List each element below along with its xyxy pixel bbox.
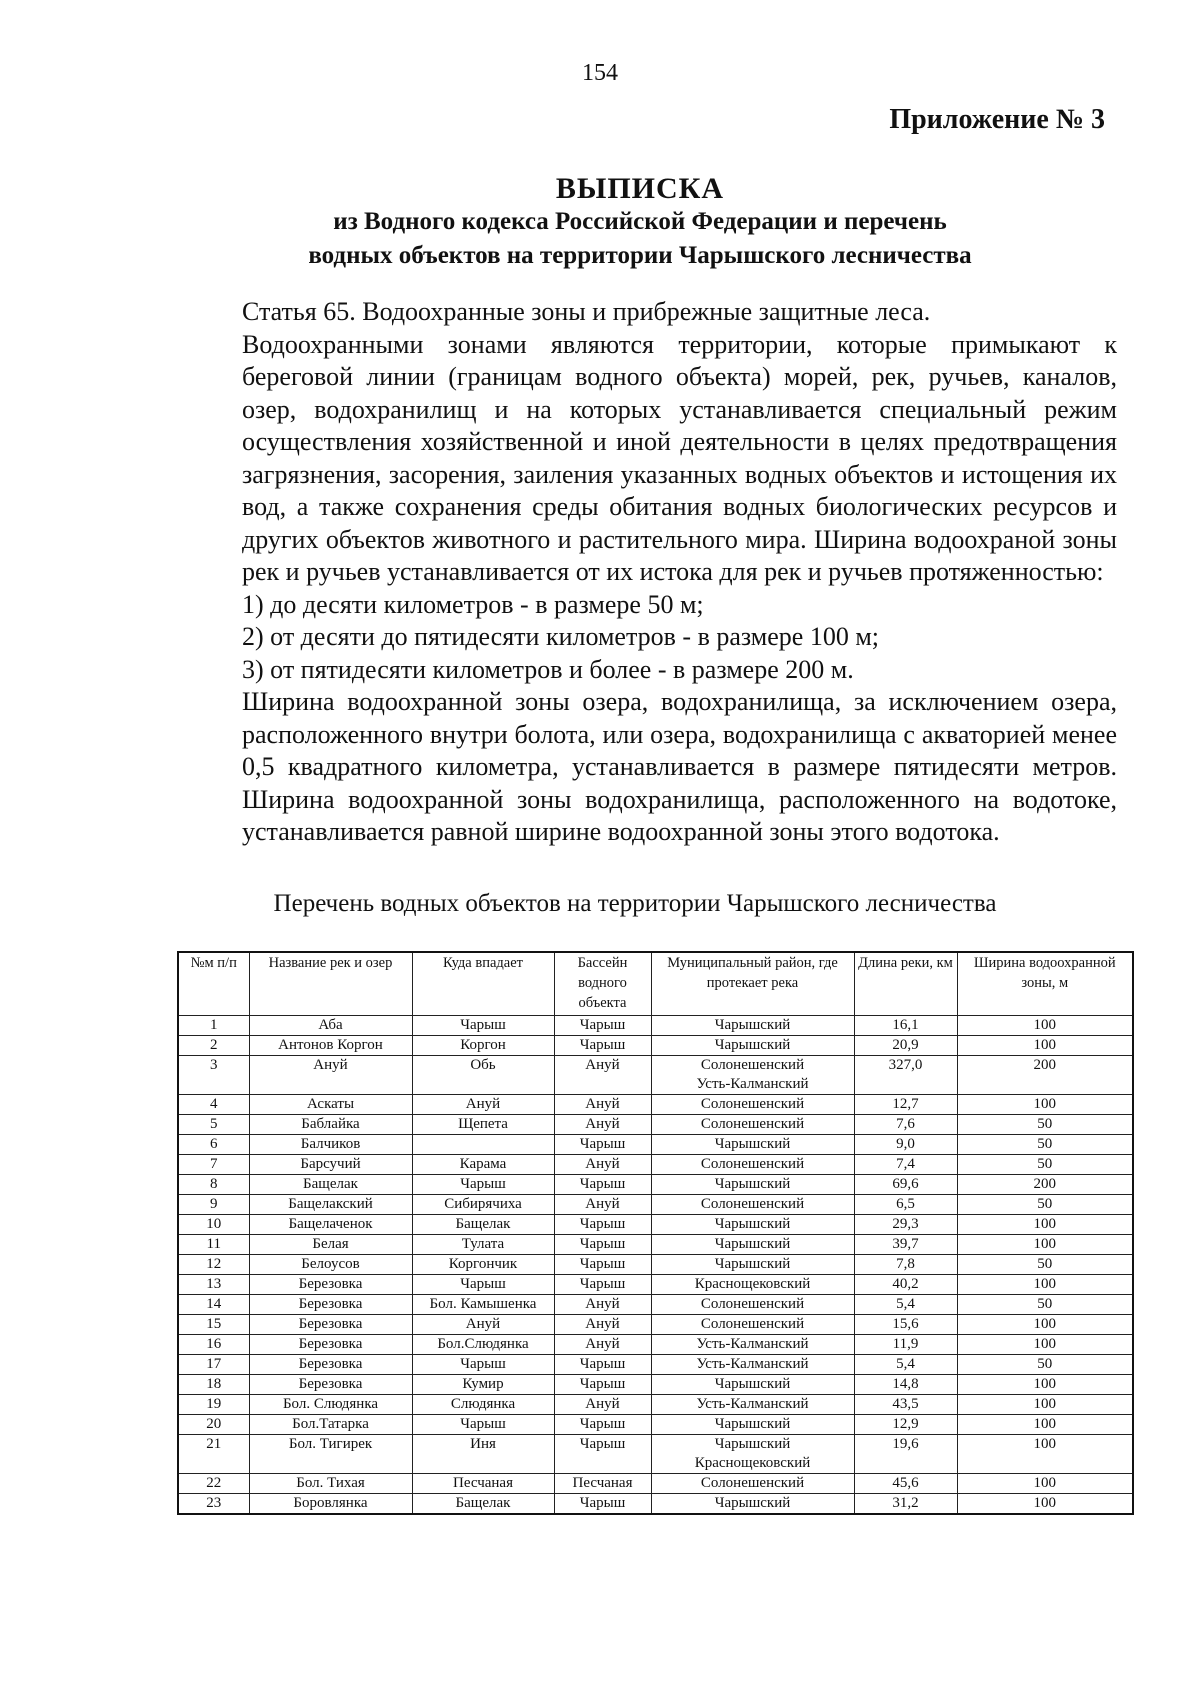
subheading-line-1: из Водного кодекса Российской Федерации и перечень xyxy=(333,208,947,235)
table-row xyxy=(178,1155,1133,1175)
zone-width-cell: 50 xyxy=(957,1255,1133,1275)
river-name-cell: Березовка xyxy=(249,1275,412,1295)
river-name-cell: Березовка xyxy=(249,1315,412,1335)
zone-width-cell: 100 xyxy=(957,1275,1133,1295)
outflow-cell: Бол. Камышенка xyxy=(412,1295,554,1315)
outflow-cell: Бол.Слюдянка xyxy=(412,1335,554,1355)
district-cell: Чарышский xyxy=(651,1175,854,1195)
zone-width-cell: 200 xyxy=(957,1175,1133,1195)
river-name-cell: Березовка xyxy=(249,1355,412,1375)
row-number-cell: 22 xyxy=(178,1474,249,1494)
row-number-cell: 1 xyxy=(178,1016,249,1036)
length-cell: 39,7 xyxy=(854,1235,957,1255)
table-row xyxy=(178,1016,1133,1036)
row-number-cell: 20 xyxy=(178,1415,249,1435)
river-name-cell: Бащелакский xyxy=(249,1195,412,1215)
zone-width-cell: 100 xyxy=(957,1235,1133,1255)
basin-cell: Ануй xyxy=(554,1315,651,1335)
district-cell: Солонешенский xyxy=(651,1095,854,1115)
outflow-cell: Чарыш xyxy=(412,1355,554,1375)
district-cell: Чарышский xyxy=(651,1375,854,1395)
header-zone-width: Ширина водоохранной зоны, м xyxy=(957,952,1133,1016)
length-cell: 29,3 xyxy=(854,1215,957,1235)
basin-cell: Чарыш xyxy=(554,1375,651,1395)
paragraph-1: Водоохранными зонами являются территории, которые примыкают к береговой линии (границам водного объекта) морей, рек, ручьев, каналов, озер, водохранилищ и на которых устанавливается специальный режим осуществления хозяйственной и иной деятельности в целях предотвращения загрязнения, засорения, заиления указанных водных объектов и истощения их вод, а также сохранения среды обитания водных биологических ресурсов и других объектов животного и растительного мира. Ширина водоохраной зоны рек и ручьев устанавливается от их истока для рек и ручьев протяженностью: xyxy=(242,329,1117,586)
river-name-cell: Боровлянка xyxy=(249,1494,412,1515)
table-row xyxy=(178,1494,1133,1515)
header-length: Длина реки, км xyxy=(854,952,957,1016)
table-row xyxy=(178,1375,1133,1395)
row-number-cell: 10 xyxy=(178,1215,249,1235)
zone-width-cell: 100 xyxy=(957,1036,1133,1056)
river-name-cell: Аскаты xyxy=(249,1095,412,1115)
length-cell: 45,6 xyxy=(854,1474,957,1494)
header-basin: Бассейн водного объекта xyxy=(554,952,651,1016)
length-cell: 31,2 xyxy=(854,1494,957,1515)
length-cell: 6,5 xyxy=(854,1195,957,1215)
district-cell: Солонешенский xyxy=(651,1195,854,1215)
basin-cell: Чарыш xyxy=(554,1435,651,1474)
table-row xyxy=(178,1235,1133,1255)
river-name-cell: Бол. Слюдянка xyxy=(249,1395,412,1415)
river-name-cell: Березовка xyxy=(249,1295,412,1315)
outflow-cell: Чарыш xyxy=(412,1016,554,1036)
row-number-cell: 17 xyxy=(178,1355,249,1375)
basin-cell: Ануй xyxy=(554,1195,651,1215)
river-name-cell: Аба xyxy=(249,1016,412,1036)
outflow-cell: Сибирячиха xyxy=(412,1195,554,1215)
district-cell: Солонешенский xyxy=(651,1295,854,1315)
basin-cell: Чарыш xyxy=(554,1494,651,1515)
table-row xyxy=(178,1135,1133,1155)
table-row xyxy=(178,1175,1133,1195)
outflow-cell: Обь xyxy=(412,1056,554,1095)
basin-cell: Чарыш xyxy=(554,1255,651,1275)
zone-width-cell: 100 xyxy=(957,1095,1133,1115)
table-body xyxy=(178,1016,1133,1515)
basin-cell: Ануй xyxy=(554,1056,651,1095)
outflow-cell: Бащелак xyxy=(412,1215,554,1235)
district-cell: Чарышский xyxy=(651,1215,854,1235)
length-cell: 69,6 xyxy=(854,1175,957,1195)
table-row xyxy=(178,1355,1133,1375)
article-title: Статья 65. Водоохранные зоны и прибрежные защитные леса. xyxy=(242,297,931,326)
table-row xyxy=(178,1036,1133,1056)
row-number-cell: 19 xyxy=(178,1395,249,1415)
length-cell: 9,0 xyxy=(854,1135,957,1155)
zone-width-cell: 50 xyxy=(957,1135,1133,1155)
page-number: 154 xyxy=(582,60,618,86)
table-row xyxy=(178,1295,1133,1315)
outflow-cell: Коргон xyxy=(412,1036,554,1056)
river-name-cell: Бащелак xyxy=(249,1175,412,1195)
basin-cell: Чарыш xyxy=(554,1175,651,1195)
outflow-cell: Чарыш xyxy=(412,1415,554,1435)
zone-width-cell: 100 xyxy=(957,1315,1133,1335)
table-row xyxy=(178,1215,1133,1235)
outflow-cell: Чарыш xyxy=(412,1275,554,1295)
table-row xyxy=(178,1095,1133,1115)
outflow-cell: Коргончик xyxy=(412,1255,554,1275)
table-row xyxy=(178,1315,1133,1335)
length-cell: 7,4 xyxy=(854,1155,957,1175)
district-cell: Солонешенский xyxy=(651,1315,854,1335)
length-cell: 12,9 xyxy=(854,1415,957,1435)
district-cell: Чарышский xyxy=(651,1255,854,1275)
row-number-cell: 13 xyxy=(178,1275,249,1295)
river-name-cell: Белая xyxy=(249,1235,412,1255)
row-number-cell: 18 xyxy=(178,1375,249,1395)
length-cell: 5,4 xyxy=(854,1355,957,1375)
basin-cell: Чарыш xyxy=(554,1016,651,1036)
river-name-cell: Балчиков xyxy=(249,1135,412,1155)
length-cell: 12,7 xyxy=(854,1095,957,1115)
outflow-cell: Тулата xyxy=(412,1235,554,1255)
basin-cell: Чарыш xyxy=(554,1036,651,1056)
table-row xyxy=(178,1275,1133,1295)
district-cell: Чарышский xyxy=(651,1235,854,1255)
basin-cell: Чарыш xyxy=(554,1235,651,1255)
table-row xyxy=(178,1435,1133,1474)
table-row xyxy=(178,1415,1133,1435)
district-cell: Чарышский xyxy=(651,1415,854,1435)
river-name-cell: Бол. Тигирек xyxy=(249,1435,412,1474)
outflow-cell: Карама xyxy=(412,1155,554,1175)
river-name-cell: Антонов Коргон xyxy=(249,1036,412,1056)
row-number-cell: 7 xyxy=(178,1155,249,1175)
zone-width-cell: 100 xyxy=(957,1335,1133,1355)
basin-cell: Чарыш xyxy=(554,1355,651,1375)
row-number-cell: 12 xyxy=(178,1255,249,1275)
outflow-cell: Бащелак xyxy=(412,1494,554,1515)
district-cell: Усть-Калманский xyxy=(651,1355,854,1375)
basin-cell: Ануй xyxy=(554,1155,651,1175)
zone-width-cell: 50 xyxy=(957,1155,1133,1175)
basin-cell: Ануй xyxy=(554,1335,651,1355)
outflow-cell: Слюдянка xyxy=(412,1395,554,1415)
length-cell: 43,5 xyxy=(854,1395,957,1415)
district-cell: Чарышский xyxy=(651,1036,854,1056)
appendix-label: Приложение № 3 xyxy=(889,104,1105,135)
district-cell: Солонешенский Усть-Калманский xyxy=(651,1056,854,1095)
zone-width-cell: 50 xyxy=(957,1195,1133,1215)
zone-width-cell: 100 xyxy=(957,1375,1133,1395)
basin-cell: Ануй xyxy=(554,1295,651,1315)
zone-width-cell: 100 xyxy=(957,1435,1133,1474)
zone-width-cell: 50 xyxy=(957,1295,1133,1315)
table-row xyxy=(178,1056,1133,1095)
subheading-line-2: водных объектов на территории Чарышского лесничества xyxy=(308,242,972,269)
table-row xyxy=(178,1335,1133,1355)
table-header-row xyxy=(178,952,1133,1016)
basin-cell: Ануй xyxy=(554,1395,651,1415)
river-name-cell: Бащелаченок xyxy=(249,1215,412,1235)
river-name-cell: Барсучий xyxy=(249,1155,412,1175)
district-cell: Чарышский xyxy=(651,1135,854,1155)
zone-width-cell: 100 xyxy=(957,1474,1133,1494)
row-number-cell: 5 xyxy=(178,1115,249,1135)
paragraph-2: Ширина водоохранной зоны озера, водохранилища, за исключением озера, расположенного внутри болота, или озера, водохранилища с акваторией менее 0,5 квадратного километра, устанавливается в размере пятидесяти метров. Ширина водоохранной зоны водохранилища, расположенного на водотоке, устанавливается равной ширине водоохранной зоны этого водотока. xyxy=(242,687,1117,846)
zone-width-cell: 100 xyxy=(957,1494,1133,1515)
river-name-cell: Ануй xyxy=(249,1056,412,1095)
row-number-cell: 23 xyxy=(178,1494,249,1515)
row-number-cell: 8 xyxy=(178,1175,249,1195)
header-number: №м п/п xyxy=(178,952,249,1016)
row-number-cell: 6 xyxy=(178,1135,249,1155)
list-item-3: 3) от пятидесяти километров и более - в размере 200 м. xyxy=(242,654,854,684)
header-outflow: Куда впадает xyxy=(412,952,554,1016)
basin-cell: Чарыш xyxy=(554,1275,651,1295)
article-text xyxy=(172,296,1117,849)
outflow-cell: Чарыш xyxy=(412,1175,554,1195)
zone-width-cell: 200 xyxy=(957,1056,1133,1095)
basin-cell: Чарыш xyxy=(554,1415,651,1435)
district-cell: Усть-Калманский xyxy=(651,1395,854,1415)
zone-width-cell: 100 xyxy=(957,1016,1133,1036)
length-cell: 7,8 xyxy=(854,1255,957,1275)
length-cell: 20,9 xyxy=(854,1036,957,1056)
river-name-cell: Березовка xyxy=(249,1375,412,1395)
header-district: Муниципальный район, где протекает река xyxy=(651,952,854,1016)
length-cell: 7,6 xyxy=(854,1115,957,1135)
list-item-1: 1) до десяти километров - в размере 50 м; xyxy=(242,589,704,619)
district-cell: Усть-Калманский xyxy=(651,1335,854,1355)
table-row xyxy=(178,1474,1133,1494)
length-cell: 19,6 xyxy=(854,1435,957,1474)
outflow-cell: Иня xyxy=(412,1435,554,1474)
row-number-cell: 15 xyxy=(178,1315,249,1335)
table-row xyxy=(178,1115,1133,1135)
outflow-cell xyxy=(412,1135,554,1155)
row-number-cell: 3 xyxy=(178,1056,249,1095)
row-number-cell: 21 xyxy=(178,1435,249,1474)
table-title: Перечень водных объектов на территории Чарышского лесничества xyxy=(273,890,997,917)
length-cell: 40,2 xyxy=(854,1275,957,1295)
basin-cell: Ануй xyxy=(554,1115,651,1135)
row-number-cell: 16 xyxy=(178,1335,249,1355)
zone-width-cell: 100 xyxy=(957,1415,1133,1435)
district-cell: Чарышский xyxy=(651,1494,854,1515)
length-cell: 11,9 xyxy=(854,1335,957,1355)
district-cell: Солонешенский xyxy=(651,1115,854,1135)
outflow-cell: Ануй xyxy=(412,1315,554,1335)
length-cell: 14,8 xyxy=(854,1375,957,1395)
list-item-2: 2) от десяти до пятидесяти километров - в размере 100 м; xyxy=(242,622,879,651)
zone-width-cell: 50 xyxy=(957,1115,1133,1135)
district-cell: Солонешенский xyxy=(651,1155,854,1175)
river-name-cell: Березовка xyxy=(249,1335,412,1355)
row-number-cell: 4 xyxy=(178,1095,249,1115)
basin-cell: Чарыш xyxy=(554,1215,651,1235)
zone-width-cell: 50 xyxy=(957,1355,1133,1375)
outflow-cell: Кумир xyxy=(412,1375,554,1395)
basin-cell: Ануй xyxy=(554,1095,651,1115)
document-heading: ВЫПИСКА xyxy=(555,172,725,205)
length-cell: 16,1 xyxy=(854,1016,957,1036)
district-cell: Солонешенский xyxy=(651,1474,854,1494)
header-name: Название рек и озер xyxy=(249,952,412,1016)
river-name-cell: Бол. Тихая xyxy=(249,1474,412,1494)
district-cell: Чарышский xyxy=(651,1016,854,1036)
document-subheading xyxy=(0,205,1200,273)
water-objects-table xyxy=(177,951,1134,1515)
table-row xyxy=(178,1195,1133,1215)
outflow-cell: Песчаная xyxy=(412,1474,554,1494)
row-number-cell: 14 xyxy=(178,1295,249,1315)
basin-cell: Песчаная xyxy=(554,1474,651,1494)
zone-width-cell: 100 xyxy=(957,1215,1133,1235)
district-cell: Краснощековский xyxy=(651,1275,854,1295)
row-number-cell: 9 xyxy=(178,1195,249,1215)
zone-width-cell: 100 xyxy=(957,1395,1133,1415)
river-name-cell: Белоусов xyxy=(249,1255,412,1275)
row-number-cell: 2 xyxy=(178,1036,249,1056)
river-name-cell: Бол.Татарка xyxy=(249,1415,412,1435)
length-cell: 5,4 xyxy=(854,1295,957,1315)
length-cell: 15,6 xyxy=(854,1315,957,1335)
table-row xyxy=(178,1255,1133,1275)
district-cell: Чарышский Краснощековский xyxy=(651,1435,854,1474)
outflow-cell: Ануй xyxy=(412,1095,554,1115)
basin-cell: Чарыш xyxy=(554,1135,651,1155)
table-row xyxy=(178,1395,1133,1415)
row-number-cell: 11 xyxy=(178,1235,249,1255)
length-cell: 327,0 xyxy=(854,1056,957,1095)
river-name-cell: Баблайка xyxy=(249,1115,412,1135)
outflow-cell: Щепета xyxy=(412,1115,554,1135)
